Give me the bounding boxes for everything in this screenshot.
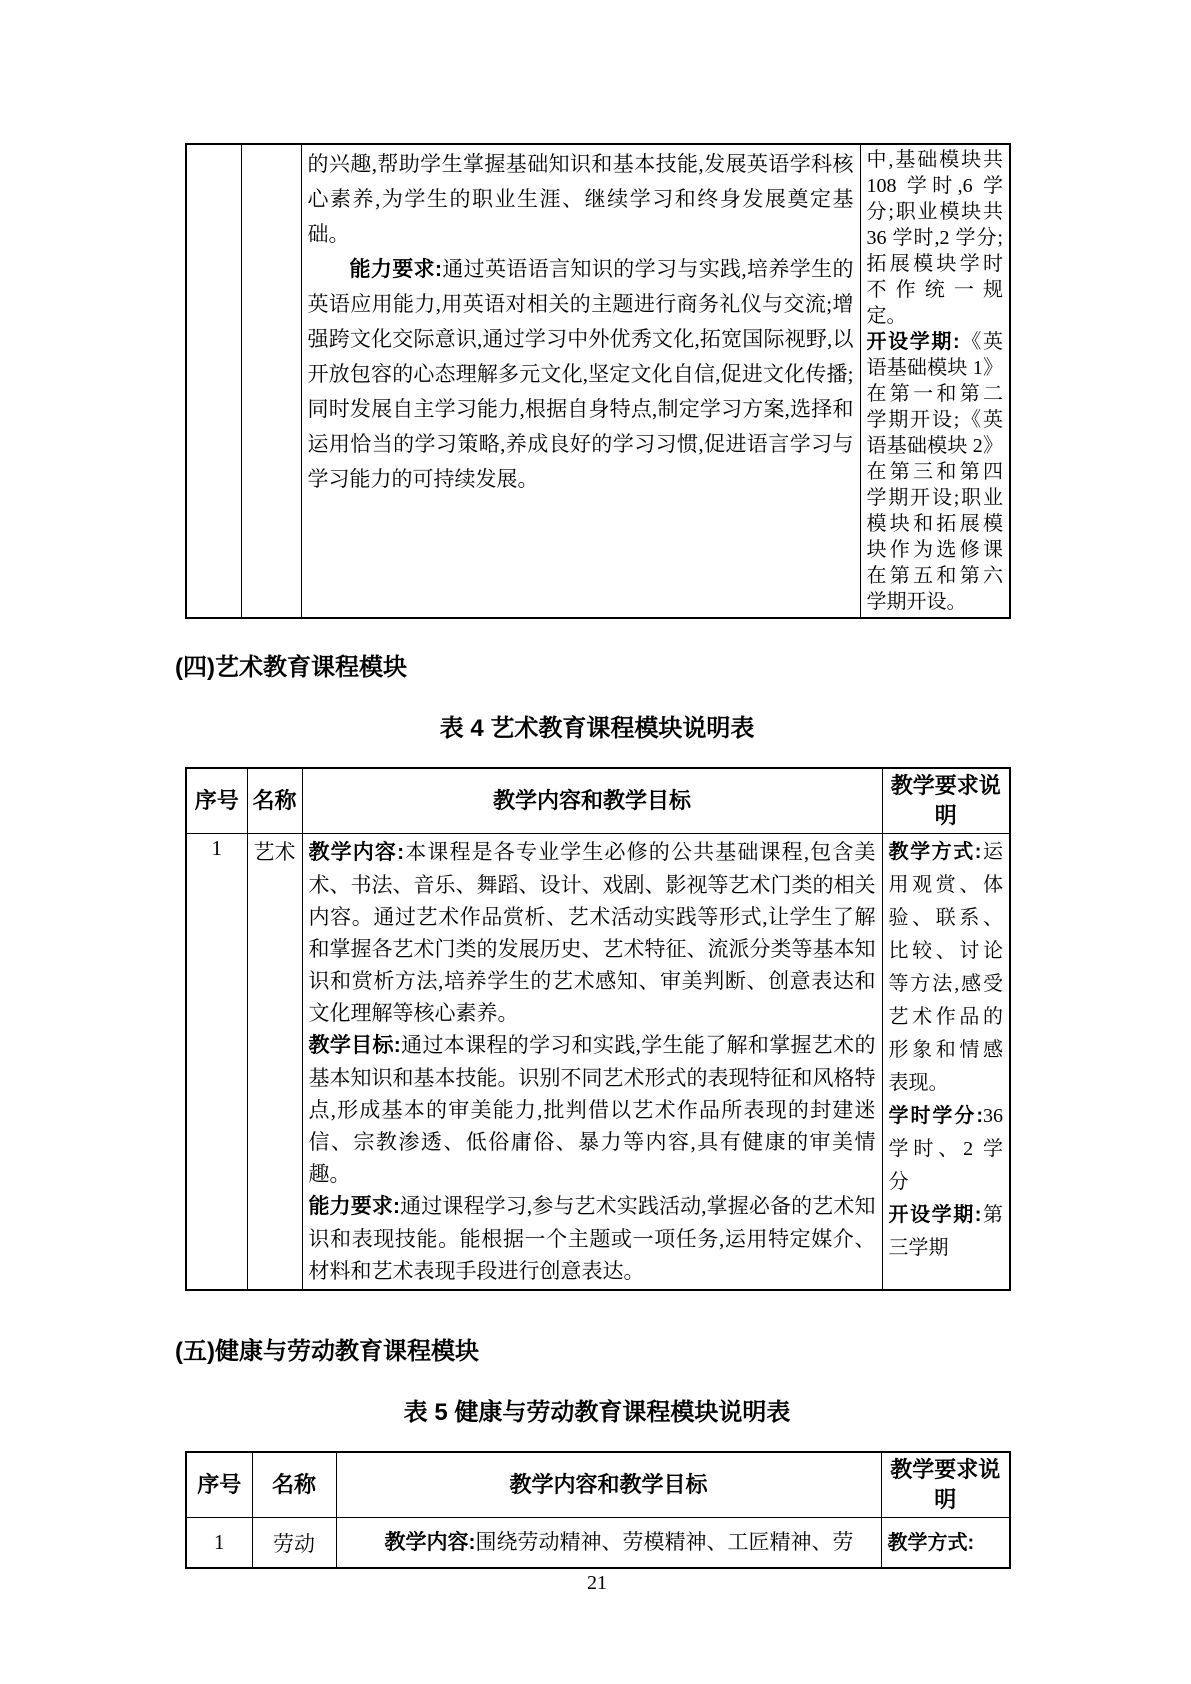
bold-label: 教学目标: (308, 1034, 401, 1057)
art-content-text (309, 836, 876, 1287)
art-requirements-text (889, 836, 1004, 1265)
paragraph (308, 147, 854, 252)
text-run: 通过本课程的学习和实践,学生能了解和掌握艺术的基本知识和基本技能。识别不同艺术形式的表现特征和风格特点,形成基本的审美能力,批判借以艺术作品所表现的封建迷信、宗教渗透、低俗庸俗、暴力等内容,具有健康的审美情趣。 (308, 1033, 876, 1186)
text-run: 通过课程学习,参与艺术实践活动,掌握必备的艺术知识和表现技能。能根据一个主题或一项任务,运用特定媒介、材料和艺术表现手段进行创意表达。 (308, 1194, 876, 1283)
labor-requirements-text (888, 1521, 1004, 1565)
section-heading-health-labor: (五)健康与劳动教育课程模块 (175, 1338, 479, 1365)
art-name-cell: 艺术 (247, 834, 302, 1291)
english-requirements-cell (860, 144, 1010, 618)
text-run: 36 学时、2 学分 (888, 1105, 1003, 1193)
table-row (186, 144, 1010, 618)
text-run: 中,基础模块共 108 学时,6 学分;职业模块共 36 学时,2 学分;拓展模块学时不作统一规定。 (866, 149, 1003, 327)
header-content: 教学内容和教学目标 (302, 768, 882, 834)
paragraph (889, 1100, 1004, 1199)
paragraph (309, 1029, 876, 1190)
header-content: 教学内容和教学目标 (336, 1452, 881, 1518)
header-index: 序号 (186, 768, 247, 834)
bold-label: 开设学期: (866, 331, 960, 353)
art-index-cell: 1 (186, 834, 247, 1291)
labor-name-cell: 劳动 (252, 1518, 336, 1569)
table-row (186, 1518, 1010, 1569)
paragraph (889, 836, 1004, 1100)
bold-label: 教学内容: (308, 841, 405, 864)
bold-label: 能力要求: (308, 1195, 400, 1218)
english-index-cell (186, 144, 241, 618)
header-name: 名称 (252, 1452, 336, 1518)
text-run: 运用观赏、体验、联系、比较、讨论等方法,感受艺术作品的形象和情感表现。 (888, 841, 1004, 1094)
paragraph (309, 1190, 876, 1287)
english-course-table-continuation (185, 143, 1011, 619)
text-run: 第三学期 (888, 1204, 1004, 1259)
labor-content-cell (336, 1518, 881, 1569)
section-heading-art: (四)艺术教育课程模块 (175, 654, 407, 681)
bold-label: 能力要求: (349, 258, 442, 281)
paragraph (309, 836, 876, 1029)
header-requirements: 教学要求说明 (882, 768, 1010, 834)
text-run: 本课程是各专业学生必修的公共基础课程,包含美术、书法、音乐、舞蹈、设计、戏剧、影视等艺术门类的相关内容。通过艺术作品赏析、艺术活动实践等形式,让学生了解和掌握各艺术门类的发展历史、艺术特征、流派分类等基本知识和赏析方法,培养学生的艺术感知、审美判断、创意表达和文化理解等核心素养。 (308, 840, 876, 1025)
english-content-cell (301, 144, 860, 618)
bold-label: 教学方式: (887, 1531, 975, 1554)
bold-label: 教学内容: (384, 1531, 476, 1554)
paragraph (308, 252, 854, 497)
text-run: 的兴趣,帮助学生掌握基础知识和基本技能,发展英语学科核心素养,为学生的职业生涯、继续学习和终身发展奠定基础。 (307, 152, 854, 246)
bold-label: 教学方式: (888, 841, 982, 863)
page-number: 21 (587, 1572, 607, 1594)
paragraph (888, 1521, 1004, 1565)
table-row (186, 834, 1010, 1291)
header-name: 名称 (247, 768, 302, 834)
paragraph (867, 147, 1004, 329)
labor-requirements-cell (881, 1518, 1010, 1569)
english-requirements-text (867, 147, 1004, 615)
art-requirements-cell (882, 834, 1010, 1291)
bold-label: 开设学期: (888, 1204, 982, 1226)
labor-index-cell: 1 (186, 1518, 252, 1569)
header-index: 序号 (186, 1452, 252, 1518)
paragraph (867, 329, 1004, 615)
labor-content-text (343, 1520, 875, 1565)
table-header-row (186, 768, 1010, 834)
english-name-cell (241, 144, 301, 618)
table4-title: 表 4 艺术教育课程模块说明表 (439, 715, 755, 742)
art-content-cell (302, 834, 882, 1291)
text-run: 《英语基础模块 1》在第一和第二学期开设;《英语基础模块 2》在第三和第四学期开设;职业模块和拓展模块作为选修课在第五和第六学期开设。 (866, 331, 1003, 613)
table5-title: 表 5 健康与劳动教育课程模块说明表 (403, 1399, 791, 1426)
english-content-text (308, 147, 854, 497)
art-course-table (185, 767, 1011, 1291)
text-run: 通过英语语言知识的学习与实践,培养学生的英语应用能力,用英语对相关的主题进行商务礼仪与交流;增强跨文化交际意识,通过学习中外优秀文化,拓宽国际视野,以开放包容的心态理解多元文化,坚定文化自信,促进文化传播;同时发展自主学习能力,根据自身特点,制定学习方案,选择和运用恰当的学习策略,养成良好的学习习惯,促进语言学习与学习能力的可持续发展。 (307, 257, 854, 491)
paragraph (889, 1199, 1004, 1265)
header-requirements: 教学要求说明 (881, 1452, 1010, 1518)
paragraph (343, 1520, 875, 1565)
table-header-row (186, 1452, 1010, 1518)
bold-label: 学时学分: (888, 1105, 983, 1127)
health-labor-course-table (185, 1451, 1011, 1569)
text-run: 围绕劳动精神、劳模精神、工匠精神、劳 (475, 1530, 854, 1554)
